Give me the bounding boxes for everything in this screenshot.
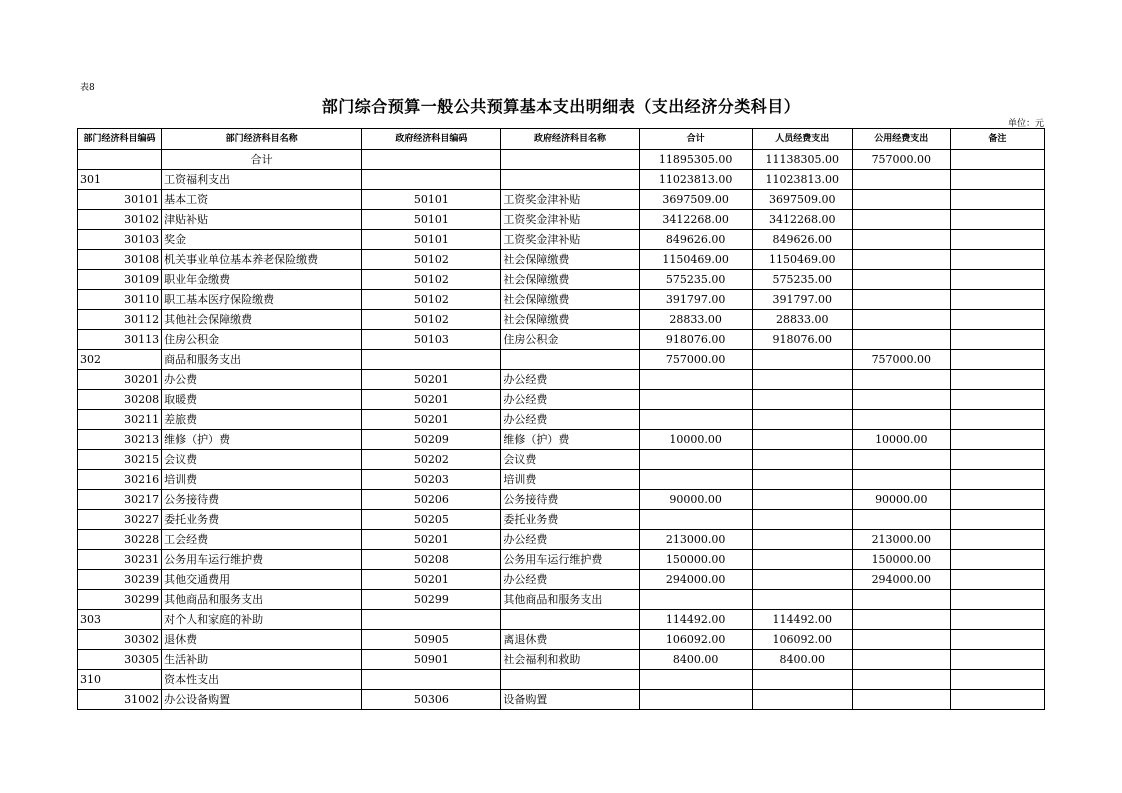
gov-name-cell: 设备购置: [501, 690, 639, 710]
personnel-cell: [752, 390, 852, 410]
name-cell: 维修（护）费: [162, 430, 362, 450]
total-amount-cell: 11895305.00: [639, 150, 752, 170]
gov-name-cell: 办公经费: [501, 570, 639, 590]
table-body: [78, 150, 1045, 710]
code-cell: 30101: [78, 190, 162, 210]
remark-cell: [950, 550, 1044, 570]
total-cell: [639, 590, 752, 610]
gov-name-cell: 其他商品和服务支出: [501, 590, 639, 610]
name-cell: 委托业务费: [162, 510, 362, 530]
total-remark-cell: [950, 150, 1044, 170]
budget-table: [77, 128, 1045, 710]
personnel-cell: 8400.00: [752, 650, 852, 670]
name-cell: 会议费: [162, 450, 362, 470]
gov-name-cell: 社会保障缴费: [501, 310, 639, 330]
remark-cell: [950, 230, 1044, 250]
remark-cell: [950, 530, 1044, 550]
table-row: [78, 350, 1045, 370]
header-gov-name: 政府经济科目名称: [501, 129, 639, 150]
public-cell: [852, 250, 950, 270]
public-cell: 150000.00: [852, 550, 950, 570]
personnel-cell: 114492.00: [752, 610, 852, 630]
table-row: [78, 690, 1045, 710]
remark-cell: [950, 350, 1044, 370]
code-cell: 301: [78, 170, 162, 190]
header-total: 合计: [639, 129, 752, 150]
gov-name-cell: 离退休费: [501, 630, 639, 650]
gov-name-cell: [501, 350, 639, 370]
gov-name-cell: 办公经费: [501, 530, 639, 550]
total-cell: 106092.00: [639, 630, 752, 650]
gov-name-cell: 维修（护）费: [501, 430, 639, 450]
remark-cell: [950, 410, 1044, 430]
header-dept-code: 部门经济科目编码: [78, 129, 162, 150]
gov-code-cell: 50101: [362, 190, 501, 210]
total-cell: [639, 390, 752, 410]
gov-name-cell: 公务接待费: [501, 490, 639, 510]
gov-code-cell: 50102: [362, 290, 501, 310]
remark-cell: [950, 270, 1044, 290]
code-cell: 30216: [78, 470, 162, 490]
gov-name-cell: 社会保障缴费: [501, 270, 639, 290]
name-cell: 办公设备购置: [162, 690, 362, 710]
gov-code-cell: 50203: [362, 470, 501, 490]
remark-cell: [950, 470, 1044, 490]
gov-name-cell: [501, 170, 639, 190]
total-cell: 3412268.00: [639, 210, 752, 230]
total-cell: [639, 470, 752, 490]
remark-cell: [950, 310, 1044, 330]
total-cell: 28833.00: [639, 310, 752, 330]
total-row: [78, 150, 1045, 170]
total-cell: 11023813.00: [639, 170, 752, 190]
table-row: [78, 230, 1045, 250]
name-cell: 其他社会保障缴费: [162, 310, 362, 330]
total-cell: 213000.00: [639, 530, 752, 550]
gov-code-cell: [362, 170, 501, 190]
remark-cell: [950, 510, 1044, 530]
table-row: [78, 410, 1045, 430]
personnel-cell: [752, 490, 852, 510]
table-row: [78, 530, 1045, 550]
public-cell: [852, 310, 950, 330]
name-cell: 商品和服务支出: [162, 350, 362, 370]
remark-cell: [950, 190, 1044, 210]
code-cell: 30215: [78, 450, 162, 470]
total-cell: 3697509.00: [639, 190, 752, 210]
gov-code-cell: [362, 350, 501, 370]
table-row: [78, 450, 1045, 470]
total-cell: 918076.00: [639, 330, 752, 350]
table-row: [78, 390, 1045, 410]
name-cell: 职业年金缴费: [162, 270, 362, 290]
gov-name-cell: 社会福利和救助: [501, 650, 639, 670]
total-cell: 757000.00: [639, 350, 752, 370]
gov-code-cell: [362, 610, 501, 630]
gov-name-cell: 工资奖金津补贴: [501, 210, 639, 230]
personnel-cell: 11023813.00: [752, 170, 852, 190]
remark-cell: [950, 290, 1044, 310]
table-header-row: [78, 129, 1045, 150]
name-cell: 办公费: [162, 370, 362, 390]
remark-cell: [950, 210, 1044, 230]
name-cell: 退休费: [162, 630, 362, 650]
total-cell: 114492.00: [639, 610, 752, 630]
public-cell: 10000.00: [852, 430, 950, 450]
gov-code-cell: 50206: [362, 490, 501, 510]
code-cell: 302: [78, 350, 162, 370]
personnel-cell: [752, 690, 852, 710]
personnel-cell: [752, 450, 852, 470]
table-row: [78, 550, 1045, 570]
remark-cell: [950, 570, 1044, 590]
gov-name-cell: 会议费: [501, 450, 639, 470]
table-row: [78, 290, 1045, 310]
name-cell: 资本性支出: [162, 670, 362, 690]
table-number: 表8: [80, 83, 95, 93]
code-cell: 30103: [78, 230, 162, 250]
total-cell: 1150469.00: [639, 250, 752, 270]
public-cell: [852, 590, 950, 610]
remark-cell: [950, 690, 1044, 710]
remark-cell: [950, 650, 1044, 670]
remark-cell: [950, 490, 1044, 510]
name-cell: 工资福利支出: [162, 170, 362, 190]
public-cell: [852, 230, 950, 250]
table-row: [78, 430, 1045, 450]
total-personnel-cell: 11138305.00: [752, 150, 852, 170]
total-cell: [639, 690, 752, 710]
public-cell: [852, 690, 950, 710]
table-row: [78, 490, 1045, 510]
table-row: [78, 630, 1045, 650]
total-label-cell: 合计: [162, 150, 362, 170]
total-cell: 849626.00: [639, 230, 752, 250]
table-row: [78, 570, 1045, 590]
remark-cell: [950, 590, 1044, 610]
public-cell: [852, 170, 950, 190]
code-cell: 303: [78, 610, 162, 630]
remark-cell: [950, 450, 1044, 470]
public-cell: [852, 670, 950, 690]
name-cell: 基本工资: [162, 190, 362, 210]
public-cell: [852, 450, 950, 470]
table-row: [78, 610, 1045, 630]
code-cell: 30302: [78, 630, 162, 650]
remark-cell: [950, 370, 1044, 390]
gov-code-cell: 50202: [362, 450, 501, 470]
gov-name-cell: 社会保障缴费: [501, 250, 639, 270]
gov-code-cell: 50103: [362, 330, 501, 350]
table-row: [78, 250, 1045, 270]
total-cell: [639, 510, 752, 530]
code-cell: 30108: [78, 250, 162, 270]
name-cell: 对个人和家庭的补助: [162, 610, 362, 630]
public-cell: [852, 610, 950, 630]
table-row: [78, 670, 1045, 690]
gov-code-cell: 50102: [362, 250, 501, 270]
gov-code-cell: 50209: [362, 430, 501, 450]
table-row: [78, 330, 1045, 350]
code-cell: 310: [78, 670, 162, 690]
code-cell: 30213: [78, 430, 162, 450]
table-row: [78, 270, 1045, 290]
code-cell: 30299: [78, 590, 162, 610]
table-row: [78, 510, 1045, 530]
public-cell: 757000.00: [852, 350, 950, 370]
personnel-cell: 3697509.00: [752, 190, 852, 210]
header-public: 公用经费支出: [852, 129, 950, 150]
remark-cell: [950, 670, 1044, 690]
gov-name-cell: 社会保障缴费: [501, 290, 639, 310]
personnel-cell: [752, 530, 852, 550]
gov-code-cell: 50208: [362, 550, 501, 570]
gov-code-cell: 50102: [362, 310, 501, 330]
name-cell: 公务接待费: [162, 490, 362, 510]
code-cell: 30217: [78, 490, 162, 510]
remark-cell: [950, 250, 1044, 270]
name-cell: 住房公积金: [162, 330, 362, 350]
header-dept-name: 部门经济科目名称: [162, 129, 362, 150]
personnel-cell: [752, 570, 852, 590]
gov-code-cell: 50102: [362, 270, 501, 290]
personnel-cell: 391797.00: [752, 290, 852, 310]
total-cell: 575235.00: [639, 270, 752, 290]
gov-name-cell: [501, 610, 639, 630]
personnel-cell: [752, 510, 852, 530]
table-row: [78, 190, 1045, 210]
name-cell: 工会经费: [162, 530, 362, 550]
table-row: [78, 310, 1045, 330]
table-row: [78, 590, 1045, 610]
public-cell: [852, 290, 950, 310]
gov-name-cell: 办公经费: [501, 390, 639, 410]
code-cell: 30211: [78, 410, 162, 430]
personnel-cell: 1150469.00: [752, 250, 852, 270]
total-public-cell: 757000.00: [852, 150, 950, 170]
personnel-cell: 106092.00: [752, 630, 852, 650]
total-cell: [639, 370, 752, 390]
code-cell: 30112: [78, 310, 162, 330]
public-cell: [852, 630, 950, 650]
total-cell: 10000.00: [639, 430, 752, 450]
table-row: [78, 650, 1045, 670]
header-gov-code: 政府经济科目编码: [362, 129, 501, 150]
code-cell: 30208: [78, 390, 162, 410]
code-cell: 30113: [78, 330, 162, 350]
public-cell: 213000.00: [852, 530, 950, 550]
gov-code-cell: 50905: [362, 630, 501, 650]
gov-code-cell: 50201: [362, 570, 501, 590]
public-cell: [852, 410, 950, 430]
table-row: [78, 210, 1045, 230]
table-row: [78, 370, 1045, 390]
gov-code-cell: 50201: [362, 410, 501, 430]
public-cell: [852, 650, 950, 670]
total-gov-name-cell: [501, 150, 639, 170]
personnel-cell: [752, 350, 852, 370]
total-cell: 294000.00: [639, 570, 752, 590]
public-cell: [852, 370, 950, 390]
gov-code-cell: [362, 670, 501, 690]
gov-code-cell: 50101: [362, 230, 501, 250]
gov-code-cell: 50201: [362, 530, 501, 550]
header-remark: 备注: [950, 129, 1044, 150]
name-cell: 公务用车运行维护费: [162, 550, 362, 570]
total-cell: [639, 410, 752, 430]
personnel-cell: [752, 670, 852, 690]
name-cell: 津贴补贴: [162, 210, 362, 230]
total-cell: [639, 670, 752, 690]
code-cell: 30228: [78, 530, 162, 550]
public-cell: [852, 470, 950, 490]
gov-name-cell: 工资奖金津补贴: [501, 230, 639, 250]
gov-code-cell: 50201: [362, 390, 501, 410]
personnel-cell: [752, 370, 852, 390]
remark-cell: [950, 610, 1044, 630]
personnel-cell: [752, 550, 852, 570]
personnel-cell: 849626.00: [752, 230, 852, 250]
unit-label: 单位：元: [1007, 119, 1044, 129]
name-cell: 其他商品和服务支出: [162, 590, 362, 610]
personnel-cell: [752, 430, 852, 450]
code-cell: 30109: [78, 270, 162, 290]
code-cell: 30239: [78, 570, 162, 590]
gov-name-cell: 工资奖金津补贴: [501, 190, 639, 210]
public-cell: [852, 190, 950, 210]
code-cell: 30201: [78, 370, 162, 390]
total-cell: 150000.00: [639, 550, 752, 570]
name-cell: 培训费: [162, 470, 362, 490]
public-cell: [852, 510, 950, 530]
personnel-cell: [752, 470, 852, 490]
gov-name-cell: 办公经费: [501, 410, 639, 430]
page-title: 部门综合预算一般公共预算基本支出明细表（支出经济分类科目）: [321, 97, 801, 116]
code-cell: 30305: [78, 650, 162, 670]
gov-name-cell: 公务用车运行维护费: [501, 550, 639, 570]
table-row: [78, 170, 1045, 190]
total-cell: 391797.00: [639, 290, 752, 310]
code-cell: 30231: [78, 550, 162, 570]
gov-code-cell: 50101: [362, 210, 501, 230]
personnel-cell: [752, 410, 852, 430]
public-cell: [852, 390, 950, 410]
personnel-cell: 3412268.00: [752, 210, 852, 230]
personnel-cell: 918076.00: [752, 330, 852, 350]
gov-code-cell: 50306: [362, 690, 501, 710]
gov-name-cell: 培训费: [501, 470, 639, 490]
code-cell: 30227: [78, 510, 162, 530]
gov-code-cell: 50205: [362, 510, 501, 530]
gov-name-cell: [501, 670, 639, 690]
name-cell: 生活补助: [162, 650, 362, 670]
gov-name-cell: 委托业务费: [501, 510, 639, 530]
personnel-cell: 28833.00: [752, 310, 852, 330]
gov-name-cell: 住房公积金: [501, 330, 639, 350]
name-cell: 机关事业单位基本养老保险缴费: [162, 250, 362, 270]
public-cell: [852, 330, 950, 350]
total-code-cell: [78, 150, 162, 170]
personnel-cell: 575235.00: [752, 270, 852, 290]
total-cell: 90000.00: [639, 490, 752, 510]
remark-cell: [950, 390, 1044, 410]
total-cell: [639, 450, 752, 470]
code-cell: 30110: [78, 290, 162, 310]
name-cell: 其他交通费用: [162, 570, 362, 590]
gov-code-cell: 50201: [362, 370, 501, 390]
table-row: [78, 470, 1045, 490]
name-cell: 职工基本医疗保险缴费: [162, 290, 362, 310]
public-cell: 90000.00: [852, 490, 950, 510]
code-cell: 31002: [78, 690, 162, 710]
total-gov-code-cell: [362, 150, 501, 170]
remark-cell: [950, 630, 1044, 650]
header-personnel: 人员经费支出: [752, 129, 852, 150]
remark-cell: [950, 330, 1044, 350]
gov-name-cell: 办公经费: [501, 370, 639, 390]
gov-code-cell: 50299: [362, 590, 501, 610]
name-cell: 取暖费: [162, 390, 362, 410]
name-cell: 奖金: [162, 230, 362, 250]
gov-code-cell: 50901: [362, 650, 501, 670]
code-cell: 30102: [78, 210, 162, 230]
remark-cell: [950, 170, 1044, 190]
public-cell: 294000.00: [852, 570, 950, 590]
public-cell: [852, 210, 950, 230]
name-cell: 差旅费: [162, 410, 362, 430]
public-cell: [852, 270, 950, 290]
remark-cell: [950, 430, 1044, 450]
personnel-cell: [752, 590, 852, 610]
total-cell: 8400.00: [639, 650, 752, 670]
